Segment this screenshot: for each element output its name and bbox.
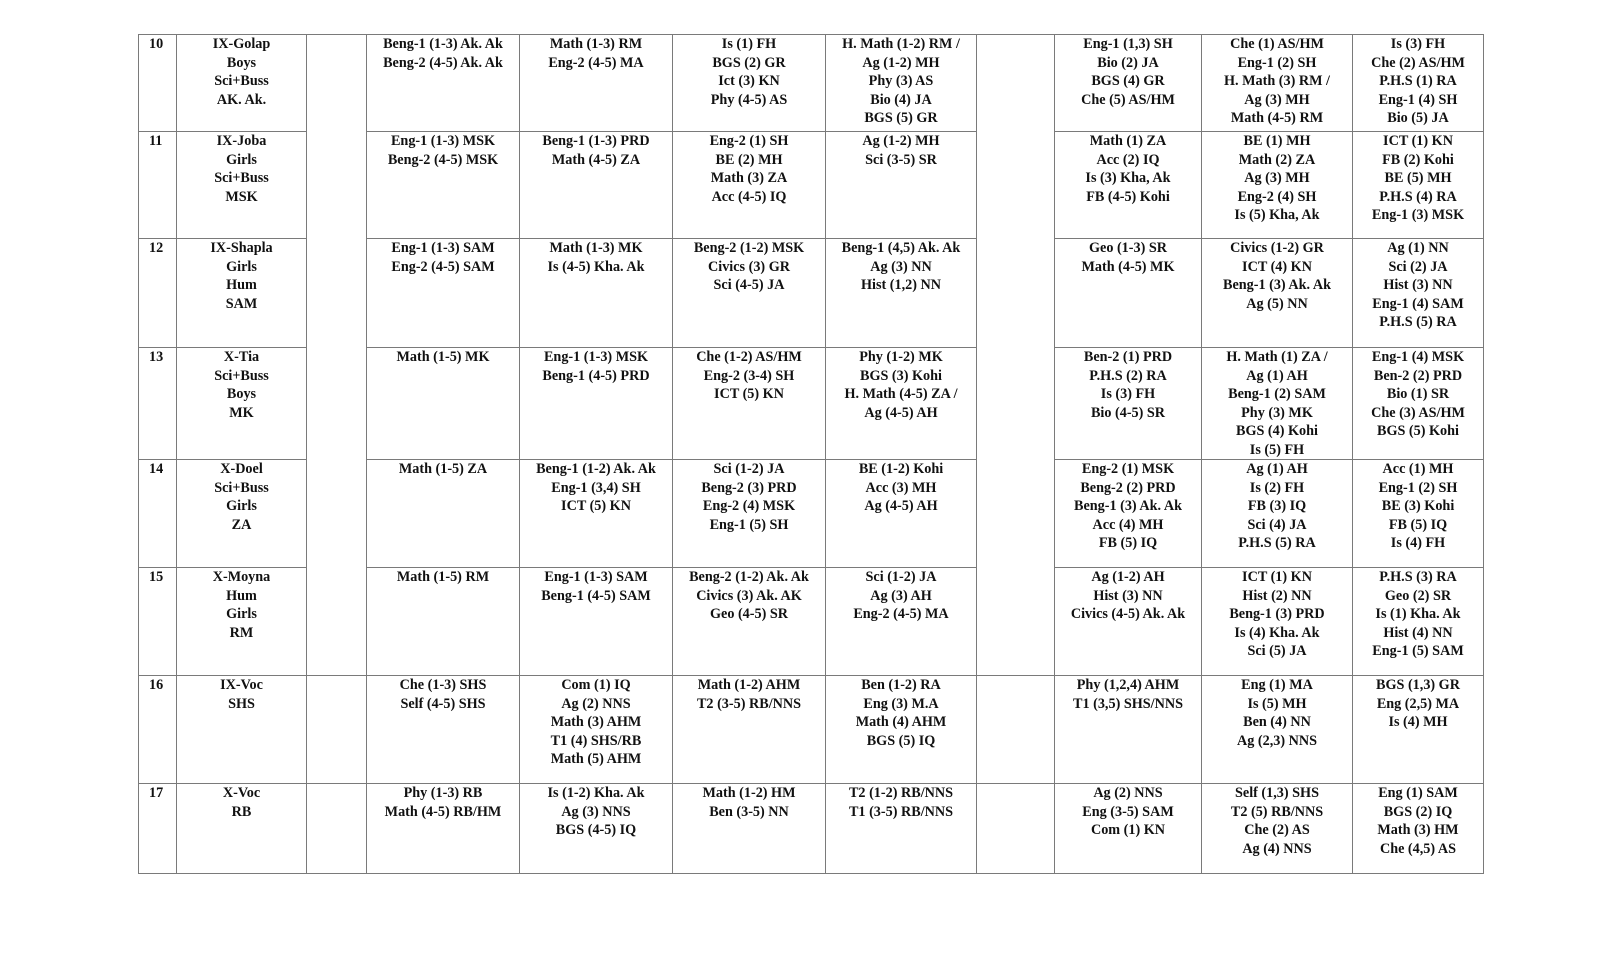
subject-entry: H. Math (4-5) ZA / — [844, 386, 958, 402]
period-5-cell — [1055, 568, 1202, 676]
period-5-cell — [1055, 784, 1202, 874]
subject-entry: Ben (1-2) RA — [861, 677, 941, 693]
subject-entry: Ag (1-2) AH — [1091, 569, 1165, 585]
subject-entry: T2 (3-5) RB/NNS — [696, 695, 802, 712]
subject-entry: Math (1-5) RM — [396, 569, 490, 585]
serial-number: 12 — [139, 239, 177, 348]
period-2-cell — [520, 460, 673, 568]
class-info-line: IX-Voc — [220, 677, 263, 693]
subject-entry: BE (3) Kohi — [1381, 498, 1455, 514]
period-2-cell — [520, 348, 673, 460]
period-5-cell — [1055, 35, 1202, 132]
subject-entry: Phy (4-5) AS — [710, 91, 788, 108]
subject-entry: Is (1) Kha. Ak — [1375, 606, 1461, 622]
serial-number: 13 — [139, 348, 177, 460]
class-info-line: Sci+Buss — [214, 479, 269, 496]
subject-entry: H. Math (1-2) RM / — [842, 36, 960, 52]
class-info-line: SAM — [225, 295, 258, 312]
subject-entry: Beng-1 (3) Ak. Ak — [1223, 277, 1331, 293]
subject-entry: Is (3) FH — [1100, 386, 1156, 402]
subject-entry: Eng (3-5) SAM — [1082, 803, 1174, 820]
subject-entry: Eng (1) SAM — [1378, 785, 1458, 801]
period-3-cell — [673, 676, 826, 784]
class-info-line: Girls — [226, 498, 257, 514]
period-5-cell — [1055, 460, 1202, 568]
subject-entry: Eng (2,5) MA — [1376, 695, 1460, 712]
subject-entry: Ag (4) NNS — [1242, 840, 1312, 857]
subject-entry: Eng-2 (1) MSK — [1081, 461, 1175, 477]
subject-entry: BGS (4-5) IQ — [555, 822, 637, 838]
empty-column-cell — [307, 784, 367, 874]
subject-entry: T1 (3-5) RB/NNS — [848, 803, 954, 820]
period-3-cell — [673, 784, 826, 874]
class-info-line: Girls — [226, 151, 257, 168]
period-4-cell — [826, 676, 977, 784]
subject-entry: P.H.S (5) RA — [1238, 535, 1316, 551]
period-3-cell — [673, 460, 826, 568]
subject-entry: Com (1) KN — [1090, 822, 1166, 838]
period-1-cell — [367, 239, 520, 348]
subject-entry: Beng-2 (4-5) MSK — [387, 151, 499, 168]
period-5-cell — [1055, 676, 1202, 784]
subject-entry: Math (5) AHM — [550, 751, 642, 767]
subject-entry: Eng (3) M.A — [863, 695, 939, 712]
class-info-line: SHS — [228, 695, 255, 712]
subject-entry: T1 (3,5) SHS/NNS — [1073, 695, 1183, 712]
subject-entry: Eng-1 (4) SH — [1378, 91, 1458, 108]
period-5-cell — [1055, 132, 1202, 239]
subject-entry: P.H.S (5) RA — [1379, 314, 1457, 330]
subject-entry: Beng-1 (3) Ak. Ak — [1074, 498, 1182, 514]
subject-entry: ICT (5) KN — [714, 386, 784, 402]
class-info-line: RB — [231, 803, 252, 820]
subject-entry: Hist (4) NN — [1383, 624, 1453, 641]
period-4-cell — [826, 132, 977, 239]
subject-entry: Che (2) AS/HM — [1371, 54, 1465, 71]
subject-entry: BE (5) MH — [1384, 170, 1452, 186]
subject-entry: Math (1-5) MK — [396, 349, 490, 365]
class-info-line: MK — [229, 404, 254, 421]
period-6-cell — [1202, 35, 1353, 132]
subject-entry: BGS (5) IQ — [866, 732, 936, 749]
subject-entry: Phy (1-3) RB — [403, 785, 483, 801]
subject-entry: BGS (5) Kohi — [1377, 423, 1459, 439]
period-1-cell — [367, 784, 520, 874]
period-7-cell — [1353, 348, 1484, 460]
subject-entry: Is (4) Kha. Ak — [1234, 624, 1320, 641]
break-column-cell — [977, 784, 1055, 874]
period-1-cell — [367, 348, 520, 460]
subject-entry: Is (1) FH — [721, 36, 777, 52]
subject-entry: Hist (3) NN — [1383, 277, 1453, 293]
subject-entry: Ag (1-2) MH — [862, 54, 940, 71]
subject-entry: Sci (3-5) SR — [865, 151, 937, 168]
subject-entry: Com (1) IQ — [561, 677, 631, 693]
class-info-line: X-Moyna — [212, 569, 271, 585]
subject-entry: Ben-2 (2) PRD — [1373, 367, 1463, 384]
class-info-line: Boys — [226, 386, 257, 402]
subject-entry: BGS (4) Kohi — [1236, 423, 1318, 439]
period-1-cell — [367, 568, 520, 676]
subject-entry: Math (1-3) RM — [549, 36, 643, 52]
subject-entry: BE (1) MH — [1243, 133, 1311, 149]
subject-entry: FB (5) IQ — [1098, 535, 1158, 551]
period-2-cell — [520, 676, 673, 784]
subject-entry: Ag (3) MH — [1244, 91, 1310, 108]
subject-entry: Geo (4-5) SR — [709, 606, 789, 622]
subject-entry: BGS (1,3) GR — [1376, 677, 1460, 693]
subject-entry: Phy (1,2,4) AHM — [1076, 677, 1180, 693]
subject-entry: Hist (3) NN — [1093, 587, 1163, 604]
subject-entry: Is (5) MH — [1247, 695, 1307, 712]
period-7-cell — [1353, 460, 1484, 568]
subject-entry: BGS (4) GR — [1091, 73, 1165, 89]
table-row — [139, 676, 1484, 784]
subject-entry: Eng-1 (1-3) SAM — [391, 240, 495, 256]
subject-entry: Geo (1-3) SR — [1088, 240, 1168, 256]
class-cell — [177, 348, 307, 460]
subject-entry: Che (2) AS — [1244, 822, 1310, 838]
subject-entry: Beng-1 (2) SAM — [1228, 386, 1326, 402]
subject-entry: Che (1-3) SHS — [399, 677, 487, 693]
subject-entry: P.H.S (3) RA — [1379, 569, 1457, 585]
subject-entry: Math (3) AHM — [550, 714, 642, 730]
subject-entry: Eng-1 (1-3) SAM — [544, 569, 648, 585]
subject-entry: BGS (2) IQ — [1383, 803, 1453, 820]
class-info-line: Girls — [226, 258, 257, 275]
subject-entry: Math (4-5) RB/HM — [384, 803, 502, 820]
serial-number: 14 — [139, 460, 177, 568]
subject-entry: Eng (1) MA — [1241, 677, 1313, 693]
subject-entry: Math (2) ZA — [1238, 151, 1316, 168]
subject-entry: Beng-1 (4,5) Ak. Ak — [841, 240, 961, 256]
subject-entry: Is (3) Kha, Ak — [1085, 170, 1171, 186]
subject-entry: Eng-1 (1,3) SH — [1083, 36, 1173, 52]
subject-entry: Eng-2 (4-5) MA — [548, 54, 644, 71]
subject-entry: Eng-2 (4) MSK — [702, 498, 796, 514]
class-info-line: X-Tia — [223, 349, 260, 365]
period-6-cell — [1202, 132, 1353, 239]
subject-entry: Math (1-5) ZA — [398, 461, 488, 477]
subject-entry: Math (1-3) MK — [549, 240, 643, 256]
subject-entry: Eng-1 (5) SH — [709, 516, 789, 533]
period-7-cell — [1353, 132, 1484, 239]
subject-entry: H. Math (3) RM / — [1224, 73, 1330, 89]
class-info-line: ZA — [231, 516, 252, 533]
subject-entry: Eng-1 (3) MSK — [1371, 207, 1465, 223]
subject-entry: Beng-1 (3) PRD — [1229, 606, 1325, 622]
subject-entry: Beng-2 (1-2) MSK — [693, 240, 805, 256]
period-6-cell — [1202, 348, 1353, 460]
subject-entry: Ag (1) AH — [1246, 461, 1308, 477]
subject-entry: Beng-1 (4-5) PRD — [542, 367, 650, 384]
subject-entry: Beng-2 (3) PRD — [701, 479, 797, 496]
subject-entry: FB (3) IQ — [1247, 498, 1307, 514]
subject-entry: ICT (4) KN — [1242, 258, 1312, 275]
period-2-cell — [520, 568, 673, 676]
period-4-cell — [826, 348, 977, 460]
subject-entry: Is (3) FH — [1390, 36, 1446, 52]
subject-entry: Eng-1 (3,4) SH — [551, 479, 641, 496]
subject-entry: Ag (3) AH — [870, 587, 932, 604]
subject-entry: P.H.S (1) RA — [1379, 73, 1457, 89]
subject-entry: Ben (3-5) NN — [709, 803, 789, 820]
period-6-cell — [1202, 568, 1353, 676]
subject-entry: Beng-2 (4-5) Ak. Ak — [383, 54, 503, 71]
class-info-line: Girls — [226, 606, 257, 622]
period-1-cell — [367, 460, 520, 568]
subject-entry: T1 (4) SHS/RB — [550, 732, 642, 749]
subject-entry: Civics (1-2) GR — [1230, 240, 1324, 256]
subject-entry: FB (5) IQ — [1388, 516, 1448, 533]
subject-entry: Ben-2 (1) PRD — [1083, 349, 1173, 365]
subject-entry: BGS (2) GR — [712, 54, 786, 71]
subject-entry: Ag (2) NNS — [561, 695, 631, 712]
period-7-cell — [1353, 239, 1484, 348]
class-cell — [177, 460, 307, 568]
subject-entry: BE (1-2) Kohi — [858, 461, 944, 477]
subject-entry: Hist (1,2) NN — [861, 277, 941, 293]
period-3-cell — [673, 239, 826, 348]
class-info-line: Hum — [226, 277, 257, 293]
subject-entry: ICT (1) KN — [1242, 569, 1312, 585]
subject-entry: Sci (1-2) JA — [713, 461, 785, 477]
period-7-cell — [1353, 676, 1484, 784]
subject-entry: T2 (5) RB/NNS — [1230, 803, 1324, 820]
subject-entry: T2 (1-2) RB/NNS — [848, 785, 954, 801]
period-1-cell — [367, 676, 520, 784]
subject-entry: Is (5) FH — [1249, 441, 1305, 458]
subject-entry: Math (4-5) MK — [1081, 258, 1175, 275]
subject-entry: Eng-2 (3-4) SH — [703, 367, 795, 384]
serial-number: 10 — [139, 35, 177, 132]
subject-entry: Math (3) HM — [1377, 822, 1459, 838]
subject-entry: Is (4) MH — [1388, 714, 1448, 730]
class-info-line: X-Doel — [220, 461, 263, 477]
subject-entry: Eng-2 (4-5) MA — [853, 606, 949, 622]
subject-entry: Sci (4) JA — [1247, 516, 1307, 533]
subject-entry: Che (1) AS/HM — [1230, 36, 1324, 52]
subject-entry: Eng-1 (1-3) MSK — [390, 133, 496, 149]
subject-entry: Eng-1 (4) SAM — [1372, 295, 1464, 312]
subject-entry: Phy (3) MK — [1241, 404, 1313, 421]
subject-entry: Civics (3) GR — [708, 258, 790, 275]
period-4-cell — [826, 239, 977, 348]
subject-entry: Ag (3) NN — [870, 258, 932, 275]
subject-entry: Acc (2) IQ — [1096, 151, 1160, 168]
period-4-cell — [826, 460, 977, 568]
subject-entry: FB (4-5) Kohi — [1086, 188, 1170, 205]
subject-entry: Eng-1 (4) MSK — [1371, 349, 1465, 365]
subject-entry: Beng-1 (4-5) SAM — [541, 587, 651, 604]
period-2-cell — [520, 239, 673, 348]
subject-entry: Acc (3) MH — [865, 479, 937, 496]
subject-entry: BGS (5) GR — [864, 110, 938, 126]
period-1-cell — [367, 35, 520, 132]
subject-entry: Ag (4-5) AH — [864, 498, 938, 514]
subject-entry: Civics (4-5) Ak. Ak — [1070, 606, 1186, 622]
table-row — [139, 784, 1484, 874]
subject-entry: P.H.S (4) RA — [1379, 188, 1457, 205]
subject-entry: Beng-2 (1-2) Ak. Ak — [689, 569, 809, 585]
subject-entry: Eng-2 (4) SH — [1237, 188, 1317, 205]
subject-entry: Math (1-2) AHM — [697, 677, 801, 693]
subject-entry: Is (1-2) Kha. Ak — [547, 785, 645, 801]
class-info-line: IX-Shapla — [210, 240, 273, 256]
subject-entry: Eng-1 (2) SH — [1237, 54, 1317, 71]
subject-entry: Ag (3) NNS — [561, 803, 631, 820]
subject-entry: Ben (4) NN — [1243, 714, 1311, 730]
period-3-cell — [673, 35, 826, 132]
subject-entry: Ag (3) MH — [1244, 170, 1310, 186]
subject-entry: Self (4-5) SHS — [400, 695, 486, 712]
subject-entry: ICT (1) KN — [1383, 133, 1453, 149]
subject-entry: H. Math (1) ZA / — [1226, 349, 1328, 365]
period-4-cell — [826, 35, 977, 132]
subject-entry: BE (2) MH — [715, 151, 783, 168]
subject-entry: Acc (4-5) IQ — [711, 188, 787, 205]
subject-entry: Eng-1 (2) SH — [1378, 479, 1458, 496]
subject-entry: Is (4-5) Kha. Ak — [547, 258, 645, 275]
subject-entry: Bio (4-5) SR — [1090, 404, 1166, 421]
subject-entry: Is (2) FH — [1249, 479, 1305, 496]
subject-entry: BGS (3) Kohi — [860, 367, 942, 384]
subject-entry: Self (1,3) SHS — [1235, 785, 1319, 801]
subject-entry: Bio (1) SR — [1386, 386, 1450, 402]
subject-entry: Civics (3) Ak. AK — [696, 587, 802, 604]
subject-entry: Ict (3) KN — [718, 73, 780, 89]
subject-entry: Bio (4) JA — [870, 91, 932, 108]
subject-entry: Sci (5) JA — [1247, 643, 1307, 659]
period-5-cell — [1055, 239, 1202, 348]
serial-number: 11 — [139, 132, 177, 239]
class-info-line: AK. Ak. — [216, 91, 267, 108]
subject-entry: Ag (2,3) NNS — [1237, 732, 1317, 749]
period-6-cell — [1202, 676, 1353, 784]
period-6-cell — [1202, 784, 1353, 874]
subject-entry: Ag (4-5) AH — [864, 404, 938, 421]
subject-entry: Beng-2 (2) PRD — [1080, 479, 1176, 496]
subject-entry: Is (5) Kha, Ak — [1234, 207, 1320, 223]
subject-entry: Ag (5) NN — [1246, 295, 1308, 312]
period-2-cell — [520, 784, 673, 874]
subject-entry: Eng-2 (1) SH — [709, 133, 789, 149]
class-info-line: Sci+Buss — [214, 73, 269, 89]
subject-entry: Sci (4-5) JA — [713, 277, 785, 293]
empty-column-cell — [307, 676, 367, 784]
break-column-cell — [977, 676, 1055, 784]
period-3-cell — [673, 568, 826, 676]
subject-entry: Che (3) AS/HM — [1371, 404, 1465, 421]
class-cell — [177, 676, 307, 784]
period-7-cell — [1353, 784, 1484, 874]
subject-entry: Math (3) ZA — [710, 170, 788, 186]
subject-entry: Che (1-2) AS/HM — [696, 349, 802, 365]
class-info-line: Hum — [226, 587, 257, 604]
subject-entry: Ag (1) NN — [1387, 240, 1449, 256]
subject-entry: Math (4) AHM — [855, 714, 947, 730]
subject-entry: ICT (5) KN — [561, 498, 631, 514]
period-6-cell — [1202, 460, 1353, 568]
class-cell — [177, 132, 307, 239]
class-info-line: RM — [229, 624, 254, 641]
subject-entry: Che (4,5) AS — [1379, 840, 1457, 857]
serial-number: 15 — [139, 568, 177, 676]
class-info-line: X-Voc — [222, 785, 261, 801]
class-info-line: IX-Joba — [216, 133, 267, 149]
period-7-cell — [1353, 35, 1484, 132]
subject-entry: Acc (4) MH — [1092, 516, 1164, 533]
period-4-cell — [826, 568, 977, 676]
subject-entry: Beng-1 (1-3) Ak. Ak — [383, 36, 503, 52]
subject-entry: Che (5) AS/HM — [1081, 91, 1175, 108]
class-cell — [177, 239, 307, 348]
subject-entry: Math (4-5) ZA — [551, 151, 641, 168]
subject-entry: Math (4-5) RM — [1230, 110, 1324, 126]
subject-entry: Ag (2) NNS — [1093, 785, 1163, 801]
class-cell — [177, 784, 307, 874]
subject-entry: Beng-1 (1-2) Ak. Ak — [536, 461, 656, 477]
period-6-cell — [1202, 239, 1353, 348]
subject-entry: Ag (1) AH — [1246, 367, 1308, 384]
subject-entry: Eng-2 (4-5) SAM — [391, 258, 495, 275]
period-1-cell — [367, 132, 520, 239]
class-cell — [177, 35, 307, 132]
subject-entry: Math (1-2) HM — [702, 785, 796, 801]
period-3-cell — [673, 132, 826, 239]
subject-entry: Bio (5) JA — [1387, 110, 1449, 126]
period-2-cell — [520, 35, 673, 132]
class-info-line: MSK — [225, 188, 258, 205]
subject-entry: Ag (1-2) MH — [862, 133, 940, 149]
subject-entry: Geo (2) SR — [1384, 587, 1452, 604]
subject-entry: Eng-1 (5) SAM — [1372, 643, 1464, 659]
subject-entry: FB (2) Kohi — [1382, 151, 1454, 168]
empty-column-cell — [307, 35, 367, 676]
class-info-line: Sci+Buss — [214, 170, 269, 186]
subject-entry: Sci (2) JA — [1388, 258, 1448, 275]
table-row — [139, 35, 1484, 132]
subject-entry: Phy (3) AS — [868, 73, 934, 89]
period-5-cell — [1055, 348, 1202, 460]
routine-body — [139, 35, 1484, 874]
period-2-cell — [520, 132, 673, 239]
break-column-cell — [977, 35, 1055, 676]
class-info-line: IX-Golap — [212, 36, 271, 52]
period-4-cell — [826, 784, 977, 874]
class-routine-table — [138, 34, 1484, 874]
subject-entry: Acc (1) MH — [1382, 461, 1454, 477]
subject-entry: Hist (2) NN — [1242, 587, 1312, 604]
class-info-line: Sci+Buss — [214, 367, 269, 384]
serial-number: 16 — [139, 676, 177, 784]
subject-entry: Eng-1 (1-3) MSK — [543, 349, 649, 365]
subject-entry: Bio (2) JA — [1097, 54, 1159, 71]
subject-entry: P.H.S (2) RA — [1089, 367, 1167, 384]
subject-entry: Sci (1-2) JA — [865, 569, 937, 585]
subject-entry: Beng-1 (1-3) PRD — [542, 133, 650, 149]
subject-entry: Is (4) FH — [1390, 535, 1446, 551]
class-cell — [177, 568, 307, 676]
subject-entry: Math (1) ZA — [1089, 133, 1167, 149]
serial-number: 17 — [139, 784, 177, 874]
class-info-line: Boys — [226, 54, 257, 71]
period-3-cell — [673, 348, 826, 460]
subject-entry: Phy (1-2) MK — [859, 349, 943, 365]
period-7-cell — [1353, 568, 1484, 676]
